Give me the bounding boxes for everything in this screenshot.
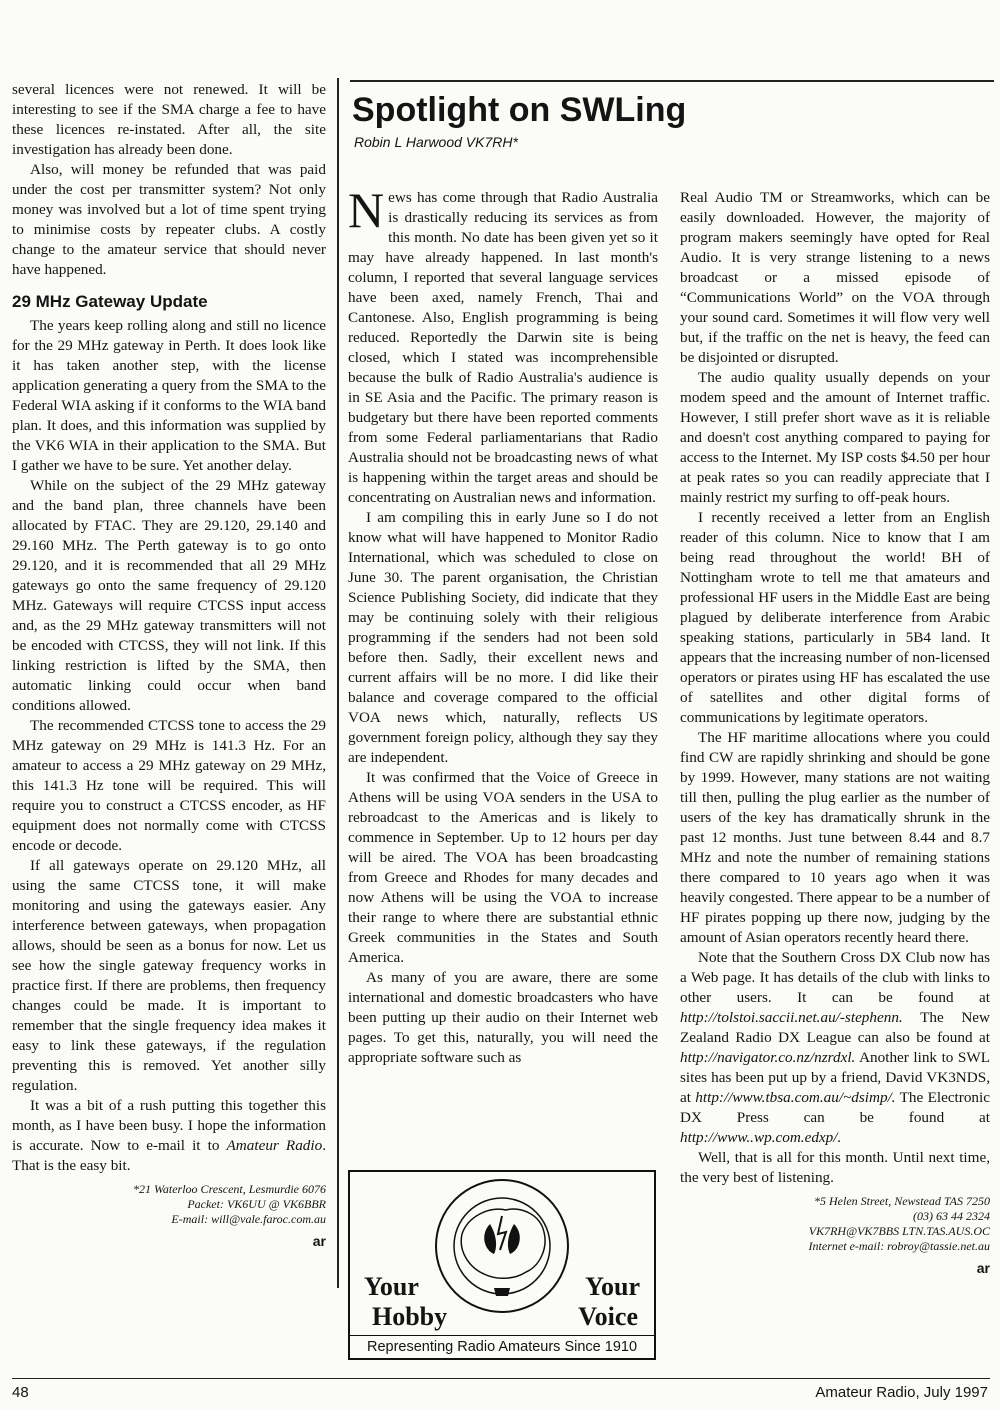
paragraph: several licences were not renewed. It will be interesting to see if the SMA charge a fee to have these licences re-instated. After all, the site investigation has already been done.	[12, 81, 326, 158]
page-number: 48	[12, 1384, 29, 1401]
ad-slogan-voice: Voice	[578, 1302, 638, 1331]
ad-tagline: Representing Radio Amateurs Since 1910	[350, 1335, 654, 1358]
paragraph: While on the subject of the 29 MHz gateway and the band plan, three channels have been allocated by FTAC. They are 29.120, 29.140 and 29.160 MHz. The Perth gateway is to go onto 29.120, and it is recommended that all 29 MHz gateways go onto the same frequency of 29.120 MHz. Gateways will require CTCSS input access and, as the 29 MHz gateway transmitters will not be encoded with CTCSS, they will not link. If this linking restriction is lifted by the SMA, then automatic linking could occur when band conditions allowed.	[12, 477, 326, 714]
drop-cap: N	[348, 182, 385, 238]
url-link[interactable]: http://www..wp.com.edxp/.	[680, 1129, 842, 1146]
paragraph	[12, 1096, 326, 1176]
right-column	[680, 188, 990, 1278]
magazine-issue: Amateur Radio, July 1997	[815, 1384, 988, 1401]
paragraph: If all gateways operate on 29.120 MHz, all using the same CTCSS tone, it will make monitoring and using the gateways easier. Any interference between gateways, when propagation allows, should be seen as a bonus for now. Let us see how the single gateway frequency works in practice first. If there are problems, then frequency changes could be made. It is important to remember that the single frequency idea makes it easy to link these gateways, if the regulation preventing this is removed. Yet another silly regulation.	[12, 857, 326, 1094]
paragraph: Also, will money be refunded that was paid under the cost per transmitter system? Not only money was involved but a lot of time spent trying to minimise costs by repeater clubs. A costly change to the amateur service that should never have happened.	[12, 161, 326, 278]
ad-slogan-your-left: Your	[364, 1272, 419, 1301]
article-byline: Robin L Harwood VK7RH*	[354, 134, 518, 150]
email-line: Internet e-mail: robroy@tassie.net.au	[808, 1239, 990, 1253]
author-address	[680, 1194, 990, 1254]
paragraph: As many of you are aware, there are some international and domestic broadcasters who have been putting up their audio on their Internet web pages. To get this, naturally, you will need the appropriate software such as	[348, 969, 658, 1066]
paragraph: The recommended CTCSS tone to access the 29 MHz gateway on 29 MHz is 141.3 Hz. For an amateur to access a 29 MHz gateway on 29 MHz, this 141.3 Hz tone will be required. This will require you to construct a CTCSS encoder, as HF equipment does not normally come with CTCSS encode or decode.	[12, 717, 326, 854]
text-span: . That is the easy bit.	[12, 1137, 326, 1174]
packet-line: VK7RH@VK7BBS LTN.TAS.AUS.OC	[808, 1224, 990, 1238]
paragraph: The HF maritime allocations where you could find CW are rapidly shrinking and should be gone by 1999. However, many stations are not waiting till then, pulling the plug earlier as the number of users of the key has dramatically shrunk in the past 12 months. Just tune between 8.44 and 8.7 MHz and note the number of remaining stations there compared to 10 years ago when it was heavily congested. There appear to be a number of HF pirates popping up there now, judging by the amount of Asian operators recently heard there.	[680, 729, 990, 946]
url-link[interactable]: http://navigator.co.nz/nzrdxl.	[680, 1049, 856, 1066]
url-link[interactable]: http://www.tbsa.com.au/~dsimp/.	[695, 1089, 896, 1106]
column-divider	[337, 78, 339, 1288]
ad-slogan-your-right: Your	[585, 1272, 640, 1301]
section-heading: 29 MHz Gateway Update	[12, 292, 208, 311]
phone-line: (03) 63 44 2324	[913, 1209, 990, 1223]
text-span: The New Zealand Radio DX League can also be found at	[680, 1009, 990, 1046]
url-link[interactable]: http://tolstoi.saccii.net.au/-stephenn.	[680, 1009, 903, 1026]
article-title: Spotlight on SWLing	[352, 91, 687, 129]
wia-advertisement	[348, 1170, 656, 1360]
article-top-rule	[350, 80, 994, 82]
author-address	[12, 1182, 326, 1227]
text-span: Note that the Southern Cross DX Club now has a Web page. It has details of the club with links to other users. It can be found at	[680, 949, 990, 1006]
middle-column	[348, 182, 658, 1068]
paragraph	[348, 182, 658, 508]
packet-line: Packet: VK6UU @ VK6BBR	[187, 1197, 326, 1211]
address-line: *5 Helen Street, Newstead TAS 7250	[814, 1194, 990, 1208]
left-column	[12, 80, 326, 1251]
text-span: The Electronic DX Press can be found at	[680, 1089, 990, 1126]
end-mark: ar	[976, 1260, 990, 1276]
ad-slogan-hobby: Hobby	[372, 1302, 448, 1331]
paragraph: I recently received a letter from an English reader of this column. Nice to know that I am being read throughout the world! BH of Nottingham wrote to tell me that amateurs and professional HF users in the Middle East are being plagued by deliberate interference from Arabic speaking stations, particularly in 5B4 land. It appears that the increasing number of non-licensed operators or pirates using HF has escalated the use of satellites and other digital forms of communications by legitimate operators.	[680, 509, 990, 726]
footer-rule	[12, 1378, 990, 1379]
paragraph: I am compiling this in early June so I do not know what will have happened to Monitor Radio International, which was scheduled to close on June 30. The parent organisation, the Christian Science Publishing Society, did indicate that they may be continuing solely with their religious programming if the senders had not been sold before then. Sadly, their excellent news and current affairs will be no more. I did like their balance and coverage compared to the official VOA news which, naturally, reflects US government foreign policy, although they say they are independent.	[348, 509, 658, 766]
text-span: It was a bit of a rush putting this together this month, as I have been busy. I hope the information is accurate. Now to e-mail it to	[12, 1097, 326, 1154]
end-mark: ar	[312, 1233, 326, 1249]
paragraph: It was confirmed that the Voice of Greece in Athens will be using VOA senders in the USA to rebroadcast to the Americas and is likely to commence in September. Up to 12 hours per day will be aired. The VOA has been broadcasting from Greece and Rhodes for many decades and now Athens will be using the VOA to increase their range to where there are substantial ethnic Greek communities in the States and South America.	[348, 769, 658, 966]
paragraph: The years keep rolling along and still no licence for the 29 MHz gateway in Perth. It does look like it has taken another step, with the license application generating a query from the SMA to the Federal WIA asking if it conforms to the WIA band plan. It does, and this information was supplied by the VK6 WIA in their application to the SMA. But I gather we have to be sure. Yet another delay.	[12, 317, 326, 474]
magazine-name: Amateur Radio	[226, 1137, 323, 1154]
paragraph: Real Audio TM or Streamworks, which can be easily downloaded. However, the majority of program makers seemingly have opted for Real Audio. It is very strange listening to a news broadcast or a missed episode of “Communications World” on the VOA through your sound card. Sometimes it will flow very well but, if the traffic on the net is heavy, the feed can be disjointed or disrupted.	[680, 189, 990, 366]
paragraph	[680, 948, 990, 1148]
text-span: ews has come through that Radio Australia is drastically reducing its services as from this month. No date has been given yet so it may have already happened. In last month's column, I reported that several language services have been axed, namely French, Thai and Cantonese. Also, English programming is being reduced. Reportedly the Darwin site is being closed, which I stated was incomprehensible because the bulk of Radio Australia's audience is in SE Asia and the Pacific. The primary reason is budgetary but there have been reported comments from some Federal parliamentarians that Radio Australia should not be broadcasting news of what is happening within the target areas and should be concentrating on Australian news and information.	[348, 189, 658, 506]
email-line: E-mail: will@vale.faroc.com.au	[171, 1212, 326, 1226]
text-span: Another link to SWL sites has been put up by a friend, David VK3NDS, at	[680, 1049, 990, 1106]
paragraph: Well, that is all for this month. Until next time, the very best of listening.	[680, 1149, 990, 1186]
address-line: *21 Waterloo Crescent, Lesmurdie 6076	[133, 1182, 326, 1196]
paragraph: The audio quality usually depends on your modem speed and the amount of Internet traffic. However, I still prefer short wave as it is reliable and doesn't cost anything compared to paying for access to the Internet. My ISP costs $4.50 per hour at peak rates so you can readily appreciate that I mainly restrict my surfing to off-peak hours.	[680, 369, 990, 506]
